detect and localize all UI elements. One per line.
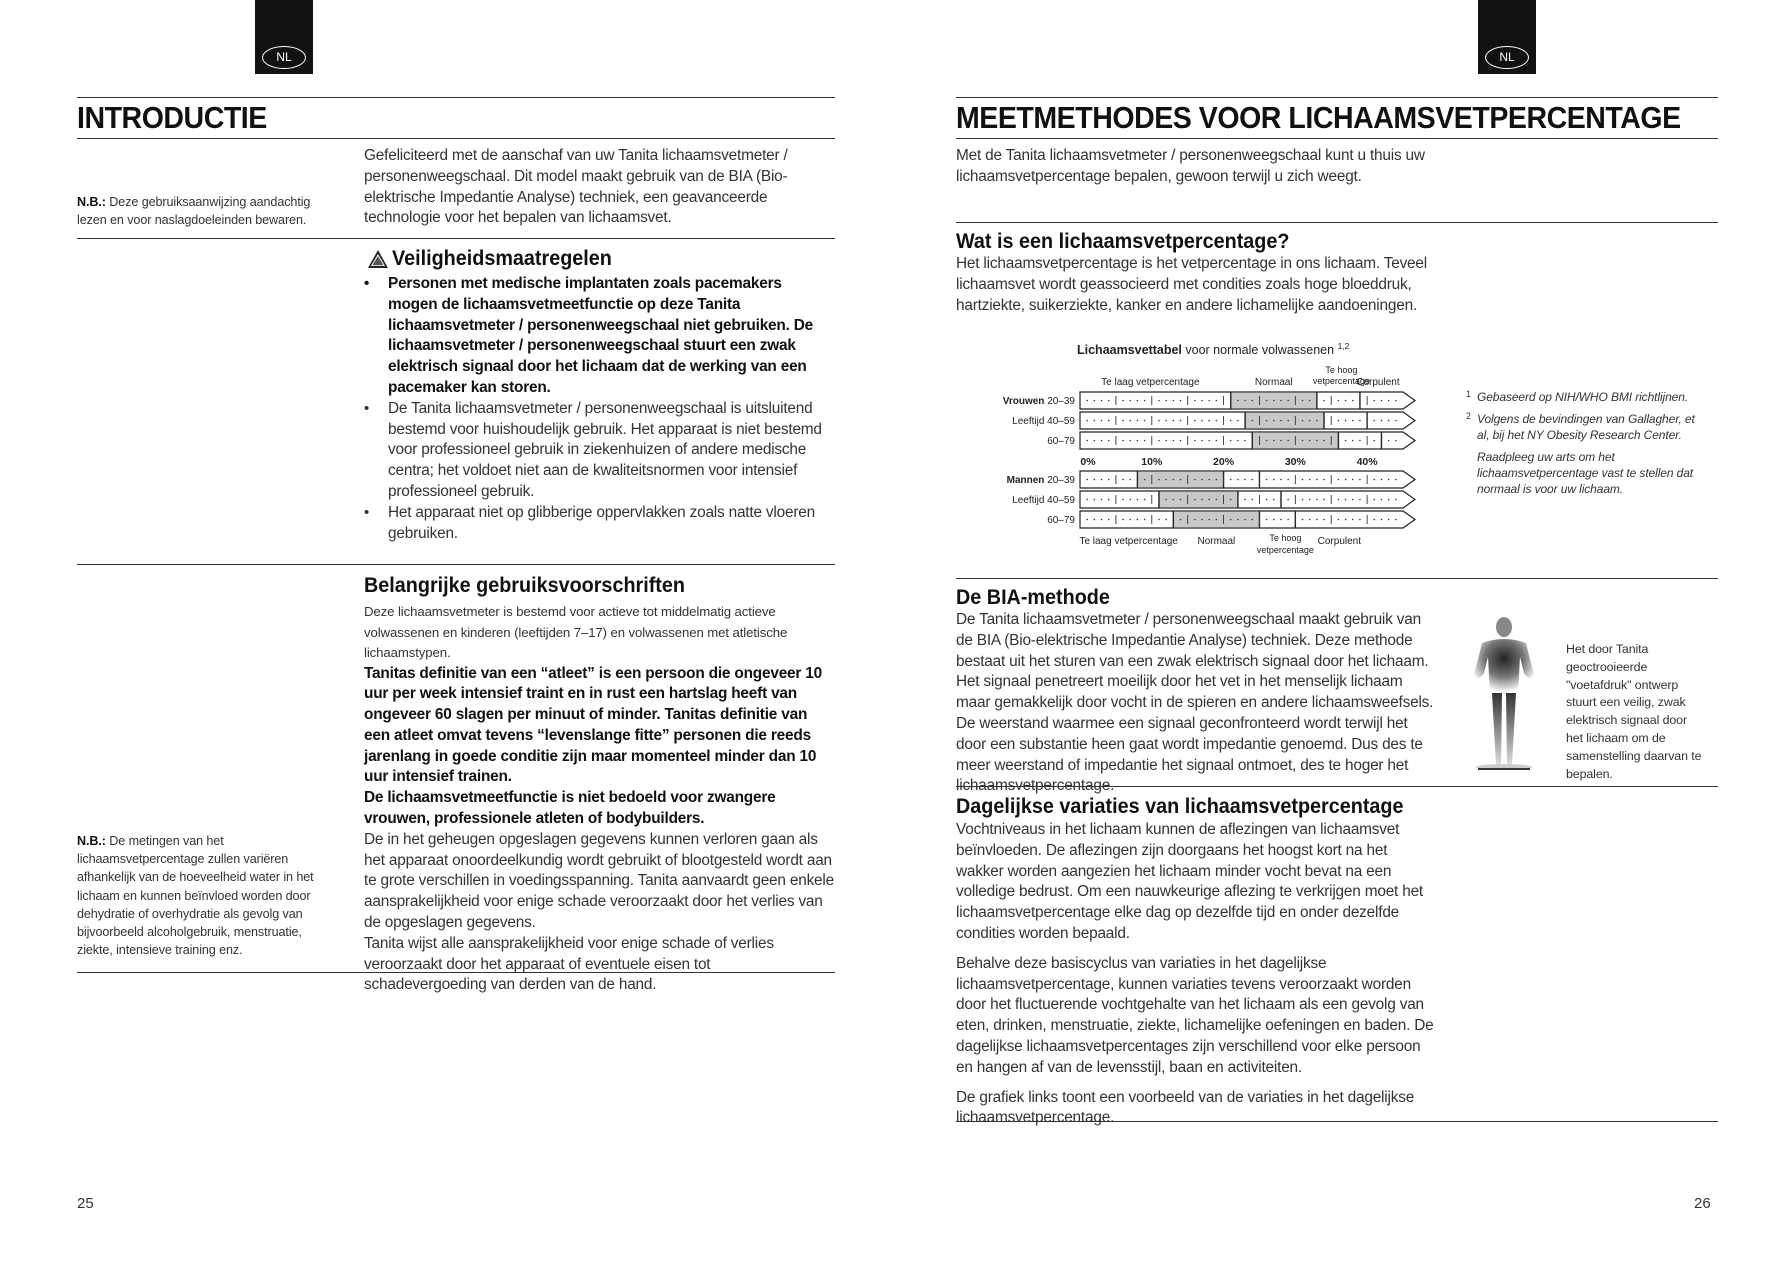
- scale-dot: [1201, 420, 1203, 422]
- scale-dot: [1237, 479, 1239, 481]
- scale-dot: [1216, 519, 1218, 521]
- category-label-top: Normaal: [1254, 377, 1293, 388]
- scale-dot: [1180, 440, 1182, 442]
- bia-title: De BIA-methode: [956, 585, 1110, 609]
- scale-dot: [1280, 519, 1282, 521]
- language-tab-left: [255, 0, 313, 74]
- divider: [956, 97, 1718, 98]
- scale-dot: [1266, 519, 1268, 521]
- list-item: • De Tanita lichaamsvetmeter / personenweegschaal is uitsluitend bestemd voor huishoudelijk gebruik. Het apparaat is niet bestemd voor professioneel gebruik in ziekenhuizen of andere medische centra; het voldoet niet aan de kwaliteitsnormen voor intensief professioneel gebruik.: [364, 399, 834, 503]
- language-badge: NL: [262, 46, 306, 69]
- scale-dot: [1094, 519, 1096, 521]
- divider: [77, 972, 835, 973]
- usage-title: Belangrijke gebruiksvoorschriften: [364, 573, 685, 597]
- scale-dot: [1094, 400, 1096, 402]
- scale-dot: [1208, 440, 1210, 442]
- scale-dot: [1165, 479, 1167, 481]
- scale-dot: [1352, 420, 1354, 422]
- divider: [956, 1121, 1718, 1122]
- normal-range-bar: [1159, 492, 1238, 507]
- scale-dot: [1302, 420, 1304, 422]
- scale-dot: [1194, 519, 1196, 521]
- scale-dot: [1381, 519, 1383, 521]
- scale-dot: [1251, 479, 1253, 481]
- scale-dot: [1086, 420, 1088, 422]
- scale-dot: [1216, 499, 1218, 501]
- scale-dot: [1137, 400, 1139, 402]
- scale-dot: [1201, 440, 1203, 442]
- usage-intro: Deze lichaamsvetmeter is bestemd voor actieve tot middelmatig actieve volwassenen en kinderen (leeftijden 7–17) en volwassenen met atletische lichaamstypen.: [364, 604, 788, 660]
- scale-dot: [1266, 479, 1268, 481]
- scale-dot: [1388, 519, 1390, 521]
- scale-dot: [1345, 420, 1347, 422]
- scale-dot: [1194, 420, 1196, 422]
- scale-dot: [1208, 479, 1210, 481]
- scale-dot: [1108, 479, 1110, 481]
- category-label-bottom: Te laag vetpercentage: [1079, 536, 1178, 547]
- scale-dot: [1137, 479, 1139, 481]
- divider: [956, 578, 1718, 579]
- scale-dot: [1180, 499, 1182, 501]
- axis-tick-label: 20%: [1213, 456, 1235, 468]
- scale-dot: [1129, 479, 1131, 481]
- row-label: Vrouwen 20–39: [1002, 396, 1075, 407]
- scale-dot: [1316, 519, 1318, 521]
- divider: [77, 238, 835, 239]
- scale-dot: [1273, 519, 1275, 521]
- scale-dot: [1381, 400, 1383, 402]
- scale-dot: [1201, 519, 1203, 521]
- scale-dot: [1244, 400, 1246, 402]
- scale-dot: [1287, 519, 1289, 521]
- scale-dot: [1338, 420, 1340, 422]
- scale-dot: [1251, 400, 1253, 402]
- scale-dot: [1302, 519, 1304, 521]
- scale-dot: [1173, 519, 1175, 521]
- footnotes: [1466, 389, 1696, 497]
- list-item: • Het apparaat niet op glibberige oppervlakken zoals natte vloeren gebruiken.: [364, 503, 834, 545]
- scale-dot: [1316, 499, 1318, 501]
- scale-dot: [1345, 440, 1347, 442]
- scale-dot: [1158, 519, 1160, 521]
- scale-dot: [1165, 420, 1167, 422]
- scale-dot: [1230, 400, 1232, 402]
- scale-dot: [1280, 400, 1282, 402]
- safety-list: [364, 274, 834, 544]
- category-label-bottom: Normaal: [1197, 536, 1236, 547]
- scale-dot: [1122, 519, 1124, 521]
- scale-dot: [1302, 400, 1304, 402]
- scale-dot: [1359, 420, 1361, 422]
- scale-dot: [1237, 420, 1239, 422]
- scale-dot: [1173, 479, 1175, 481]
- scale-dot: [1201, 400, 1203, 402]
- scale-dot: [1338, 499, 1340, 501]
- scale-dot: [1352, 519, 1354, 521]
- scale-dot: [1287, 499, 1289, 501]
- athlete-definition: Tanitas definitie van een “atleet” is een persoon die ongeveer 10 uur per week intensief traint en in rust een hartslag heeft van ongeveer 60 slagen per minuut of minder. Tanitas definitie van een atleet omvat tevens “levenslange fitte” personen die reeds jarenlang in goede conditie zijn maar momenteel minder dan 10 uur intensief trainen.: [364, 664, 822, 786]
- scale-dot: [1338, 479, 1340, 481]
- scale-dot: [1208, 499, 1210, 501]
- scale-dot: [1173, 440, 1175, 442]
- scale-dot: [1323, 499, 1325, 501]
- scale-dot: [1352, 440, 1354, 442]
- intro-text: Gefeliciteerd met de aanschaf van uw Tanita lichaamsvetmeter / personenweegschaal. Dit model maakt gebruik van de BIA (Bio-elektrische Impedantie Analyse) techniek, een geavanceerde technologie voor het bepalen van lichaamsvet.: [364, 147, 788, 227]
- scale-dot: [1158, 479, 1160, 481]
- body-silhouette-icon: [1468, 615, 1540, 775]
- scale-dot: [1122, 420, 1124, 422]
- scale-dot: [1266, 420, 1268, 422]
- scale-dot: [1381, 440, 1383, 442]
- scale-dot: [1094, 479, 1096, 481]
- scale-dot: [1395, 479, 1397, 481]
- scale-dot: [1323, 400, 1325, 402]
- scale-dot: [1287, 420, 1289, 422]
- scale-dot: [1280, 420, 1282, 422]
- scale-dot: [1395, 420, 1397, 422]
- scale-dot: [1173, 420, 1175, 422]
- scale-dot: [1287, 479, 1289, 481]
- scale-dot: [1251, 519, 1253, 521]
- scale-dot: [1129, 499, 1131, 501]
- scale-dot: [1251, 440, 1253, 442]
- scale-dot: [1381, 499, 1383, 501]
- safety-title: Veiligheidsmaatregelen: [392, 246, 612, 270]
- warning-icon: [367, 249, 389, 274]
- row-label: Leeftijd 40–59: [1012, 416, 1075, 427]
- scale-dot: [1309, 479, 1311, 481]
- normal-range-bar: [1245, 413, 1324, 428]
- scale-dot: [1273, 420, 1275, 422]
- scale-dot: [1388, 400, 1390, 402]
- scale-dot: [1180, 400, 1182, 402]
- scale-dot: [1230, 420, 1232, 422]
- scale-dot: [1216, 400, 1218, 402]
- scale-dot: [1388, 499, 1390, 501]
- scale-dot: [1086, 519, 1088, 521]
- scale-dot: [1101, 479, 1103, 481]
- scale-dot: [1173, 400, 1175, 402]
- scale-dot: [1230, 519, 1232, 521]
- language-tab-right: [1478, 0, 1536, 74]
- daily-paragraph: Behalve deze basiscyclus van variaties in het dagelijkse lichaamsvetpercentage, kunnen variaties tevens veroorzaakt worden door het fluctuerende vochtgehalte van het lichaam als een gevolg van eten, drinken, menstruatie, ziekte, lichamelijke oefeningen en baden. De dagelijkse lichaamsvetpercentages zijn verschillend voor elke persoon en hangen af van de levensstijl, baan en activiteiten.: [956, 954, 1434, 1076]
- scale-dot: [1158, 400, 1160, 402]
- footnote: 2 Volgens de bevindingen van Gallagher, et al, bij het NY Obesity Research Center.: [1466, 411, 1695, 442]
- scale-dot: [1244, 440, 1246, 442]
- scale-dot: [1165, 499, 1167, 501]
- scale-dot: [1201, 479, 1203, 481]
- scale-dot: [1144, 479, 1146, 481]
- scale-dot: [1237, 519, 1239, 521]
- scale-dot: [1309, 400, 1311, 402]
- scale-dot: [1251, 499, 1253, 501]
- scale-dot: [1359, 499, 1361, 501]
- scale-dot: [1273, 499, 1275, 501]
- scale-dot: [1352, 499, 1354, 501]
- scale-dot: [1144, 499, 1146, 501]
- scale-dot: [1158, 499, 1160, 501]
- scale-dot: [1373, 519, 1375, 521]
- scale-dot: [1338, 400, 1340, 402]
- scale-dot: [1208, 400, 1210, 402]
- scale-dot: [1309, 519, 1311, 521]
- scale-dot: [1230, 479, 1232, 481]
- scale-dot: [1309, 440, 1311, 442]
- scale-dot: [1395, 499, 1397, 501]
- scale-dot: [1129, 519, 1131, 521]
- scale-dot: [1273, 479, 1275, 481]
- scale-dot: [1273, 400, 1275, 402]
- scale-dot: [1280, 499, 1282, 501]
- divider: [77, 97, 835, 98]
- page-number: 26: [1694, 1195, 1711, 1212]
- scale-dot: [1137, 499, 1139, 501]
- language-badge: NL: [1485, 46, 1529, 69]
- category-label-top: Te hoog: [1325, 365, 1358, 375]
- scale-dot: [1388, 420, 1390, 422]
- scale-dot: [1122, 400, 1124, 402]
- scale-dot: [1137, 519, 1139, 521]
- scale-dot: [1129, 420, 1131, 422]
- axis-tick-label: 10%: [1141, 456, 1163, 468]
- scale-dot: [1165, 440, 1167, 442]
- scale-dot: [1180, 479, 1182, 481]
- scale-dot: [1216, 420, 1218, 422]
- scale-dot: [1302, 499, 1304, 501]
- row-label: Mannen 20–39: [1006, 475, 1075, 486]
- what-text: Het lichaamsvetpercentage is het vetpercentage in ons lichaam. Teveel lichaamsvet wordt geassocieerd met condities zoals hoge bloeddruk, hartziekte, suikerziekte, kanker en andere lichamelijke aandoeningen.: [956, 255, 1427, 314]
- list-item: • Personen met medische implantaten zoals pacemakers mogen de lichaamsvetmeetfunctie op deze Tanita lichaamsvetmeter / personenweegschaal niet gebruiken. De lichaamsvetmeter / personenweegschaal stuurt een zwak elektrisch signaal door het lichaam dat de werking van een pacemaker kan storen.: [364, 274, 834, 399]
- page-title: INTRODUCTIE: [77, 100, 267, 135]
- scale-dot: [1201, 499, 1203, 501]
- scale-dot: [1309, 499, 1311, 501]
- scale-dot: [1359, 479, 1361, 481]
- body-fat-chart: [995, 340, 1435, 565]
- scale-dot: [1373, 479, 1375, 481]
- chart-title: Lichaamsvettabel voor normale volwassenen $^{1,2}$: [1077, 341, 1350, 357]
- scale-dot: [1237, 499, 1239, 501]
- bia-caption: Het door Tanita geoctrooieerde "voetafdruk" ontwerp stuurt een veilig, zwak elektrisch signaal door het lichaam om de samenstelling daarvan te bepalen.: [1566, 642, 1702, 781]
- daily-paragraph: Vochtniveaus in het lichaam kunnen de aflezingen van lichaamsvet beïnvloeden. De aflezingen zijn doorgaans het hoogst kort na het wakker worden aangezien het lichaam minder vocht bevat na een volledige bedrust. Om een nauwkeurige aflezing te verkrijgen moet het lichaamsvetpercentage elke dag op dezelfde tijd en onder dezelfde condities worden bepaald.: [956, 821, 1423, 942]
- scale-dot: [1086, 440, 1088, 442]
- divider: [77, 138, 835, 139]
- scale-dot: [1280, 440, 1282, 442]
- scale-dot: [1381, 479, 1383, 481]
- scale-dot: [1101, 519, 1103, 521]
- scale-dot: [1108, 420, 1110, 422]
- scale-dot: [1208, 420, 1210, 422]
- divider: [956, 138, 1718, 139]
- scale-dot: [1208, 519, 1210, 521]
- scale-dot: [1287, 440, 1289, 442]
- scale-dot: [1230, 440, 1232, 442]
- scale-dot: [1165, 519, 1167, 521]
- scale-dot: [1359, 440, 1361, 442]
- scale-dot: [1144, 519, 1146, 521]
- scale-dot: [1273, 440, 1275, 442]
- category-label-bottom: Te hoog: [1269, 533, 1302, 543]
- page-title: MEETMETHODES VOOR LICHAAMSVETPERCENTAGE: [956, 100, 1681, 135]
- scale-dot: [1388, 440, 1390, 442]
- usage-section: [364, 602, 836, 996]
- scale-dot: [1352, 479, 1354, 481]
- scale-dot: [1359, 519, 1361, 521]
- scale-dot: [1165, 400, 1167, 402]
- scale-dot: [1373, 400, 1375, 402]
- category-label-top: vetpercentage: [1312, 376, 1370, 386]
- axis-tick-label: 40%: [1356, 456, 1378, 468]
- scale-dot: [1345, 499, 1347, 501]
- bia-text: De Tanita lichaamsvetmeter / personenweegschaal maakt gebruik van de BIA (Bio-elektrische Impedantie Analyse) techniek. Deze methode bestaat uit het sturen van een zwak elektrisch signaal door het lichaam. Het signaal penetreert moeilijk door het vet in het menselijk lichaam maar gemakkelijk door vocht in de spieren en andere lichaamsweefsels. De weerstand waarmee een signaal geconfronteerd wordt terwijl het door een substantie heen gaat wordt impedantie genoemd. Dus des te meer weerstand of impedantie het signaal ontmoet, des te hoger het lichaamsvetpercentage.: [956, 611, 1434, 795]
- scale-dot: [1345, 519, 1347, 521]
- scale-dot: [1129, 440, 1131, 442]
- scale-dot: [1266, 499, 1268, 501]
- memory-disclaimer: De in het geheugen opgeslagen gegevens kunnen verloren gaan als het apparaat onoordeelkundig wordt gebruikt of blootgesteld wordt aan te grote verschillen in voedingsspanning. Tanita aanvaardt geen enkele aansprakelijkheid voor enige schade veroorzaakt door het verlies van de opgeslagen gegevens.: [364, 830, 835, 932]
- category-label-top: Corpulent: [1356, 377, 1400, 388]
- scale-dot: [1323, 440, 1325, 442]
- scale-dot: [1338, 519, 1340, 521]
- scale-dot: [1280, 479, 1282, 481]
- scale-dot: [1173, 499, 1175, 501]
- scale-dot: [1237, 400, 1239, 402]
- divider: [956, 222, 1718, 223]
- scale-dot: [1316, 420, 1318, 422]
- daily-title: Dagelijkse variaties van lichaamsvetpercentage: [956, 794, 1404, 818]
- scale-dot: [1158, 420, 1160, 422]
- scale-dot: [1381, 420, 1383, 422]
- scale-dot: [1395, 440, 1397, 442]
- scale-dot: [1108, 440, 1110, 442]
- scale-dot: [1094, 440, 1096, 442]
- scale-dot: [1094, 420, 1096, 422]
- scale-dot: [1144, 420, 1146, 422]
- scale-dot: [1230, 499, 1232, 501]
- scale-dot: [1345, 400, 1347, 402]
- scale-dot: [1323, 479, 1325, 481]
- scale-dot: [1373, 440, 1375, 442]
- scale-dot: [1194, 479, 1196, 481]
- scale-dot: [1144, 400, 1146, 402]
- category-label-bottom: vetpercentage: [1256, 545, 1314, 555]
- note-read-manual: N.B.: Deze gebruiksaanwijzing aandachtig lezen en voor naslagdoeleinden bewaren.: [77, 195, 311, 228]
- scale-dot: [1395, 400, 1397, 402]
- scale-dot: [1194, 440, 1196, 442]
- scale-dot: [1244, 519, 1246, 521]
- note-measurements: N.B.: De metingen van het lichaamsvetpercentage zullen variëren afhankelijk van de hoeveelheid water in het lichaam en kunnen beïnvloed worden door dehydratie of overhydratie als gevolg van bijvoorbeeld alcoholgebruik, menstruatie, ziekte, intensieve training enz.: [77, 834, 314, 958]
- scale-dot: [1086, 400, 1088, 402]
- page-number: 25: [77, 1195, 94, 1212]
- scale-dot: [1251, 420, 1253, 422]
- scale-dot: [1137, 440, 1139, 442]
- scale-dot: [1101, 400, 1103, 402]
- scale-dot: [1302, 440, 1304, 442]
- divider: [956, 786, 1718, 787]
- scale-dot: [1316, 479, 1318, 481]
- scale-dot: [1101, 420, 1103, 422]
- axis-tick-label: 30%: [1284, 456, 1306, 468]
- scale-dot: [1309, 420, 1311, 422]
- scale-dot: [1395, 519, 1397, 521]
- row-label: Leeftijd 40–59: [1012, 495, 1075, 506]
- scale-dot: [1373, 420, 1375, 422]
- scale-dot: [1137, 420, 1139, 422]
- scale-dot: [1216, 479, 1218, 481]
- scale-dot: [1122, 479, 1124, 481]
- scale-dot: [1323, 519, 1325, 521]
- scale-dot: [1266, 440, 1268, 442]
- scale-dot: [1122, 499, 1124, 501]
- scale-dot: [1129, 400, 1131, 402]
- daily-paragraph: De grafiek links toont een voorbeeld van de variaties in het dagelijkse lichaamsvetpercentage.: [956, 1088, 1415, 1127]
- scale-dot: [1244, 420, 1246, 422]
- footnote: Raadpleeg uw arts om het lichaamsvetpercentage vast te stellen dat normaal is voor uw lichaam.: [1477, 450, 1694, 496]
- scale-dot: [1352, 400, 1354, 402]
- scale-dot: [1216, 440, 1218, 442]
- scale-dot: [1373, 499, 1375, 501]
- scale-dot: [1101, 499, 1103, 501]
- category-label-top: Te laag vetpercentage: [1101, 377, 1200, 388]
- scale-dot: [1108, 400, 1110, 402]
- scale-dot: [1302, 479, 1304, 481]
- category-label-bottom: Corpulent: [1317, 536, 1362, 547]
- scale-dot: [1287, 400, 1289, 402]
- scale-dot: [1323, 420, 1325, 422]
- scale-dot: [1144, 440, 1146, 442]
- daily-section: [956, 820, 1436, 1129]
- scale-dot: [1108, 519, 1110, 521]
- scale-dot: [1180, 420, 1182, 422]
- what-title: Wat is een lichaamsvetpercentage?: [956, 229, 1290, 253]
- scale-dot: [1359, 400, 1361, 402]
- scale-dot: [1194, 499, 1196, 501]
- liability-disclaimer: Tanita wijst alle aansprakelijkheid voor enige schade of verlies veroorzaakt door het apparaat of eventuele eisen tot schadevergoeding van derden van de hand.: [364, 934, 774, 994]
- scale-dot: [1244, 499, 1246, 501]
- not-intended-note: De lichaamsvetmeetfunctie is niet bedoeld voor zwangere vrouwen, professionele atleten of bodybuilders.: [364, 789, 776, 828]
- scale-dot: [1338, 440, 1340, 442]
- scale-dot: [1086, 499, 1088, 501]
- scale-dot: [1244, 479, 1246, 481]
- scale-dot: [1388, 479, 1390, 481]
- scale-dot: [1237, 440, 1239, 442]
- row-label: 60–79: [1047, 436, 1075, 447]
- scale-dot: [1266, 400, 1268, 402]
- scale-dot: [1122, 440, 1124, 442]
- footnote: 1 Gebaseerd op NIH/WHO BMI richtlijnen.: [1466, 389, 1689, 404]
- axis-tick-label: 0%: [1080, 456, 1096, 468]
- scale-dot: [1108, 499, 1110, 501]
- divider: [77, 564, 835, 565]
- scale-dot: [1316, 400, 1318, 402]
- scale-dot: [1345, 479, 1347, 481]
- scale-dot: [1101, 440, 1103, 442]
- scale-dot: [1316, 440, 1318, 442]
- scale-dot: [1180, 519, 1182, 521]
- scale-dot: [1158, 440, 1160, 442]
- row-label: 60–79: [1047, 515, 1075, 526]
- scale-dot: [1194, 400, 1196, 402]
- scale-dot: [1086, 479, 1088, 481]
- intro-text: Met de Tanita lichaamsvetmeter / personenweegschaal kunt u thuis uw lichaamsvetpercentage bepalen, gewoon terwijl u zich weegt.: [956, 147, 1425, 185]
- scale-dot: [1094, 499, 1096, 501]
